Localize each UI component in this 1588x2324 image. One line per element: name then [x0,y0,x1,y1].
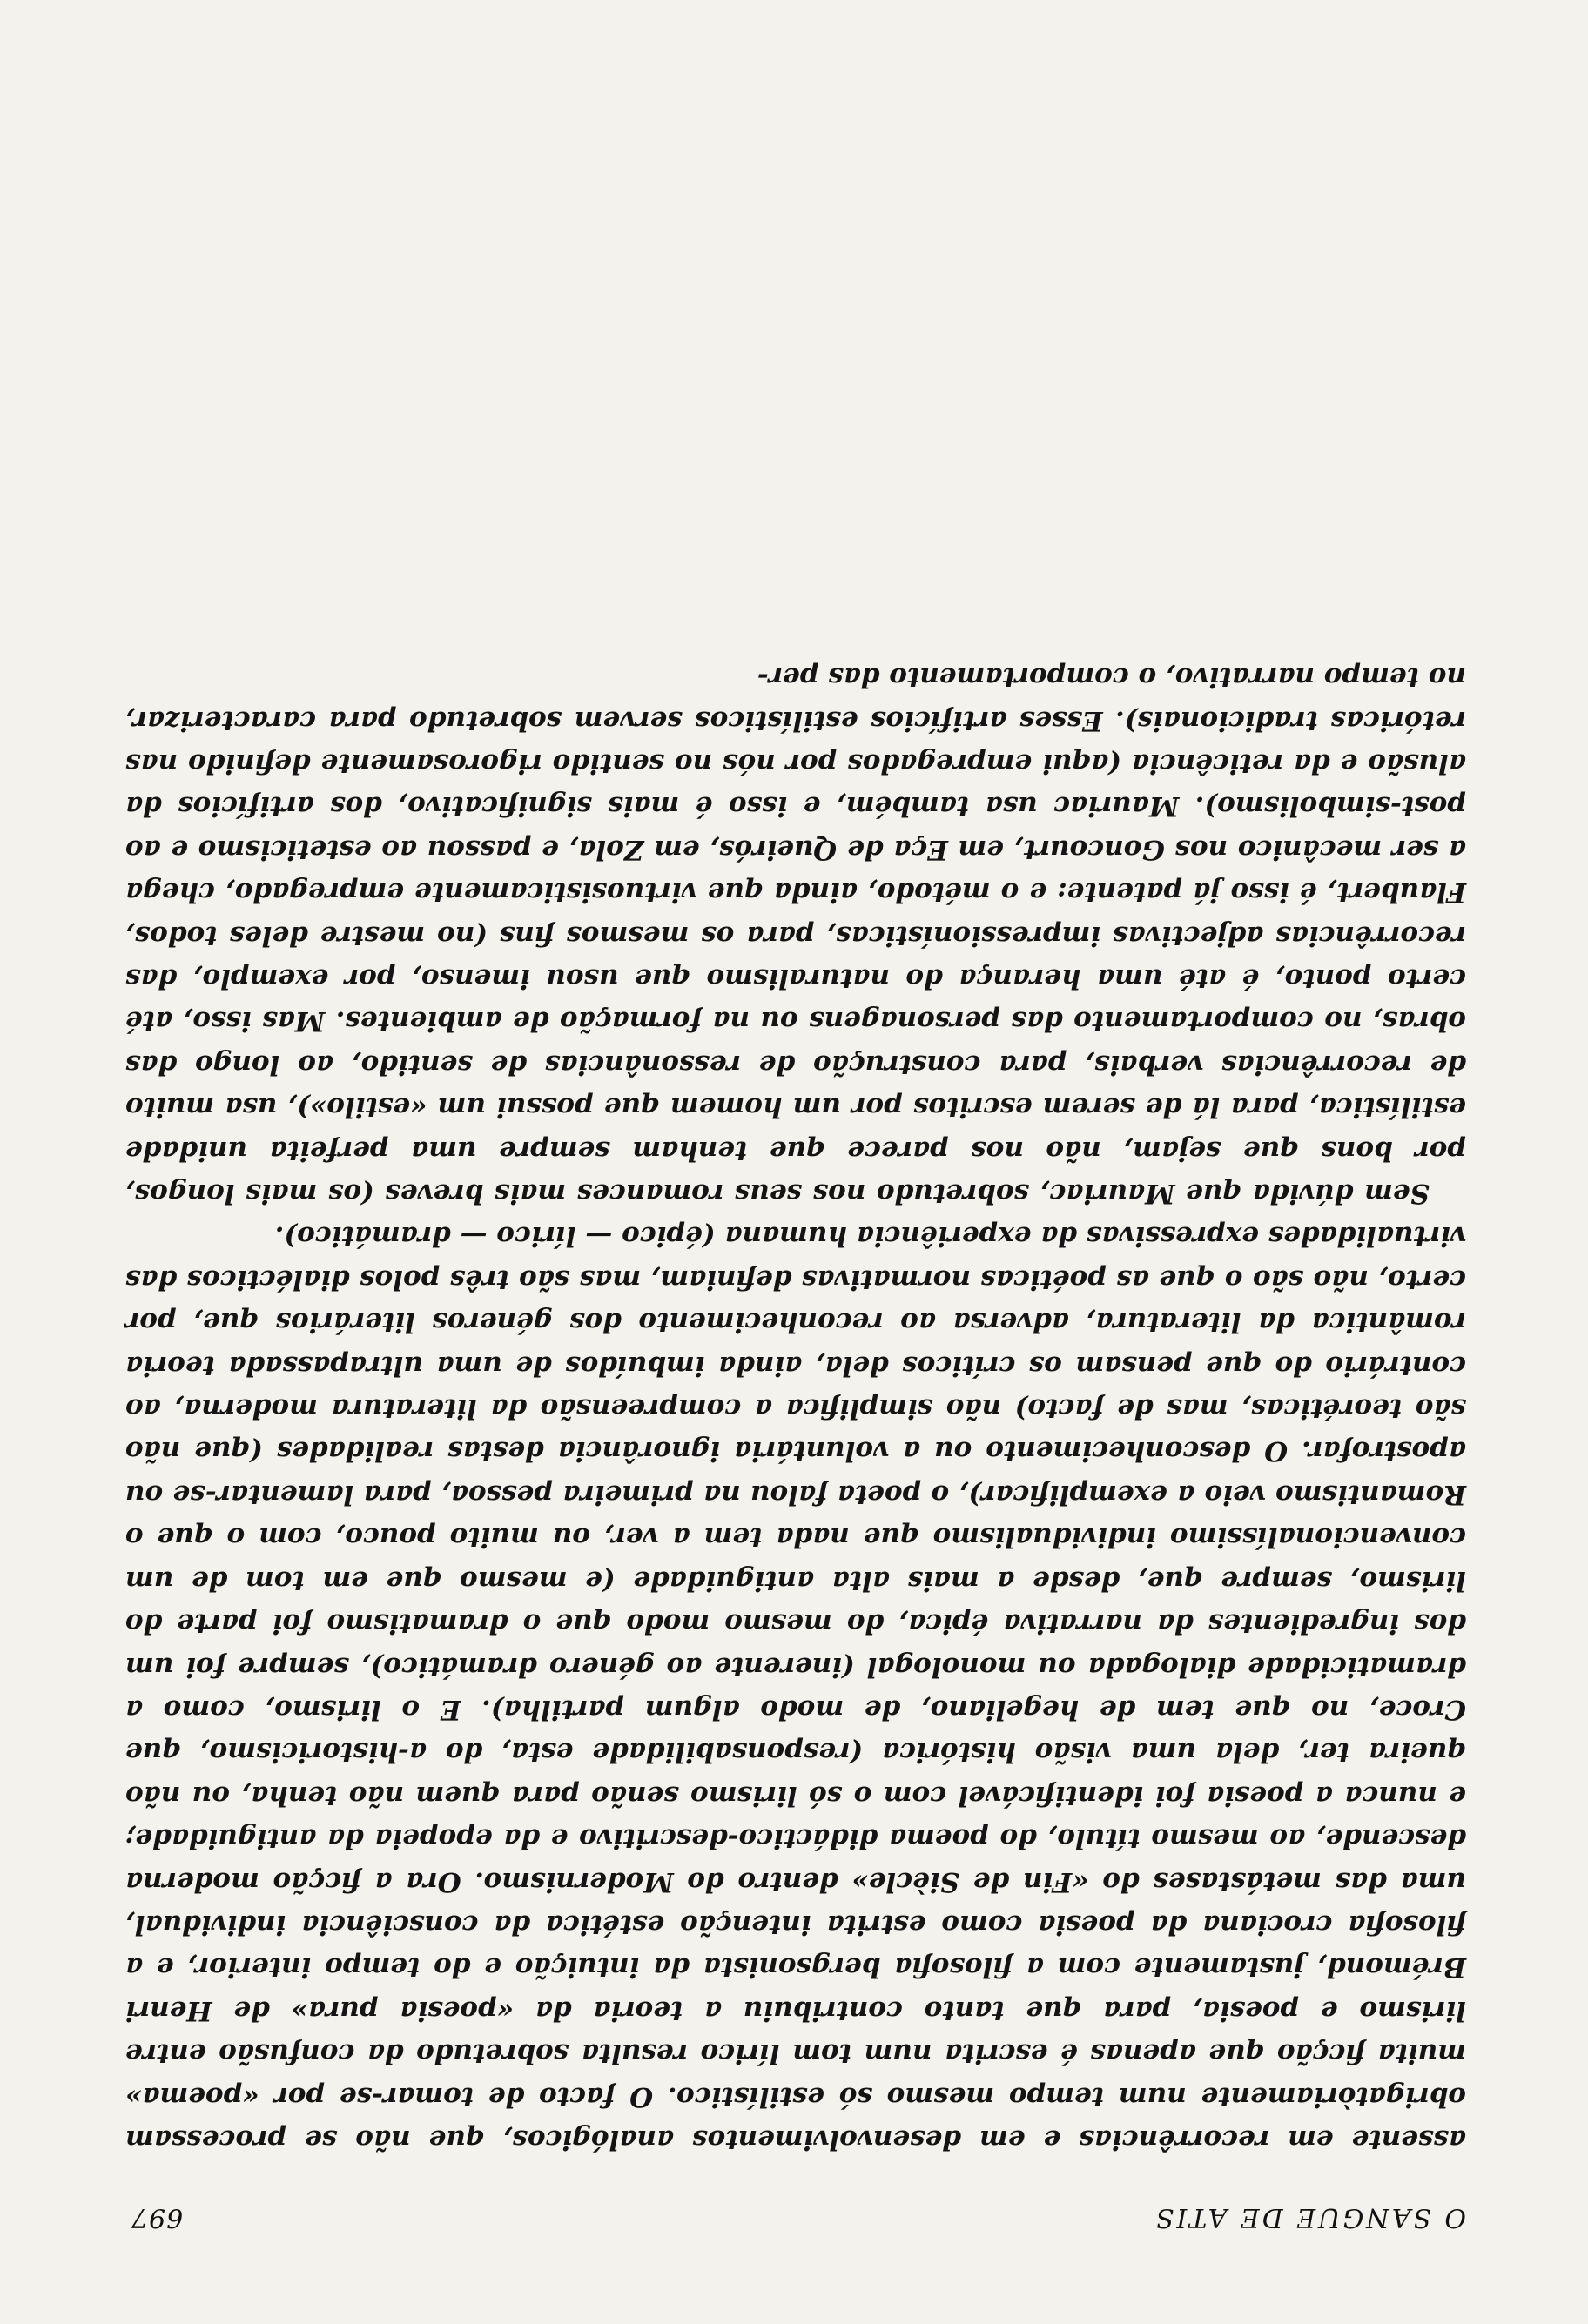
running-title: O SANGUE DE ATIS [1153,2202,1466,2233]
body-text [125,655,1466,2160]
page-number: 697 [131,2202,184,2233]
paragraph: Sem dúvida que Mauriac, sobretudo nos seus romances mais breves (os mais longos, por bons que sejam, não nos parece que tenham sempre uma perfeita unidade estilística, para lá de serem escritos por um homem que possui um «estilo»), usa muito de recorrências verbais, para construção de ressonâncias de sentido, ao longo das obras, no comportamento das personagens ou na formação de ambientes. Mas isso, até certo ponto, é até uma herança do naturalismo que usou imenso, por exemplo, das recorrências adjectivas impressionísticas, para os mesmos fins (no mestre deles todos, Flaubert, é isso já patente: e o método, ainda que virtuosisticamente empregado, chega a ser mecânico nos Goncourt, em Eça de Queirós, em Zola, e passou ao esteticismo e ao post-simbolismo). Mauriac usa também, e isso é mais significativo, dos artifícios da alusão e da reticência (aqui empregados por nós no sentido rigorosamente definido nas retóricas tradicionais). Esses artifícios estilísticos servem sobretudo para caracterizar, no tempo narrativo, o comportamento das per- [125,662,1466,1210]
running-head [131,2198,1466,2233]
paragraph: assente em recorrências e em desenvolvimentos analógicos, que não se processam obrigatòriamente num tempo mesmo só estilístico. O facto de tomar-se por «poema» muita ficção que apenas é escrita num tom lírico resulta sobretudo da confusão entre lirismo e poesia, para que tanto contribuiu a teoria da «poesia pura» de Henri Brémond, justamente com a filosofia bergsonista da intuição e do tempo interior, e a filosofia crociana da poesia como estrita intenção estética da consciência individual, uma das metástases do «Fin de Siècle» dentro do Modernismo. Ora a ficção moderna descende, ao mesmo título, do poema didáctico-descritivo e da epopeia da antiguidade; e nunca a poesia foi identificável com o só lirismo senão para quem não tenha, ou não queira ter, dela uma visão histórica (responsabilidade esta, do a-historicismo, que Croce, no que tem de hegeliano, de modo algum partilha). E o lirismo, como a dramaticidade dialogada ou monologal (inerente ao género dramático), sempre foi um dos ingredientes da narrativa épica, do mesmo modo que o dramatismo foi parte do lirismo, sempre que, desde a mais alta antiguidade (e mesmo que em tom de um convencionalíssimo individualismo que nada tem a ver, ou muito pouco, com o que o Romantismo veio a exemplificar), o poeta falou na primeira pessoa, para lamentar-se ou apostrofar. O desconhecimento ou a voluntária ignorância destas realidades (que não são teoréticas, mas de facto) não simplifica a compreensão da literatura moderna, ao contrário do que pensam os críticos dela, ainda imbuídos de uma ultrapassada teoria romântica da literatura, adversa ao reconhecimento dos géneros literários que, por certo, não são o que as poéticas normativas definiam, mas são três polos dialécticos das virtualidades expressivas da experiência humana (épico — lírico — dramático). [125,1220,1466,2155]
